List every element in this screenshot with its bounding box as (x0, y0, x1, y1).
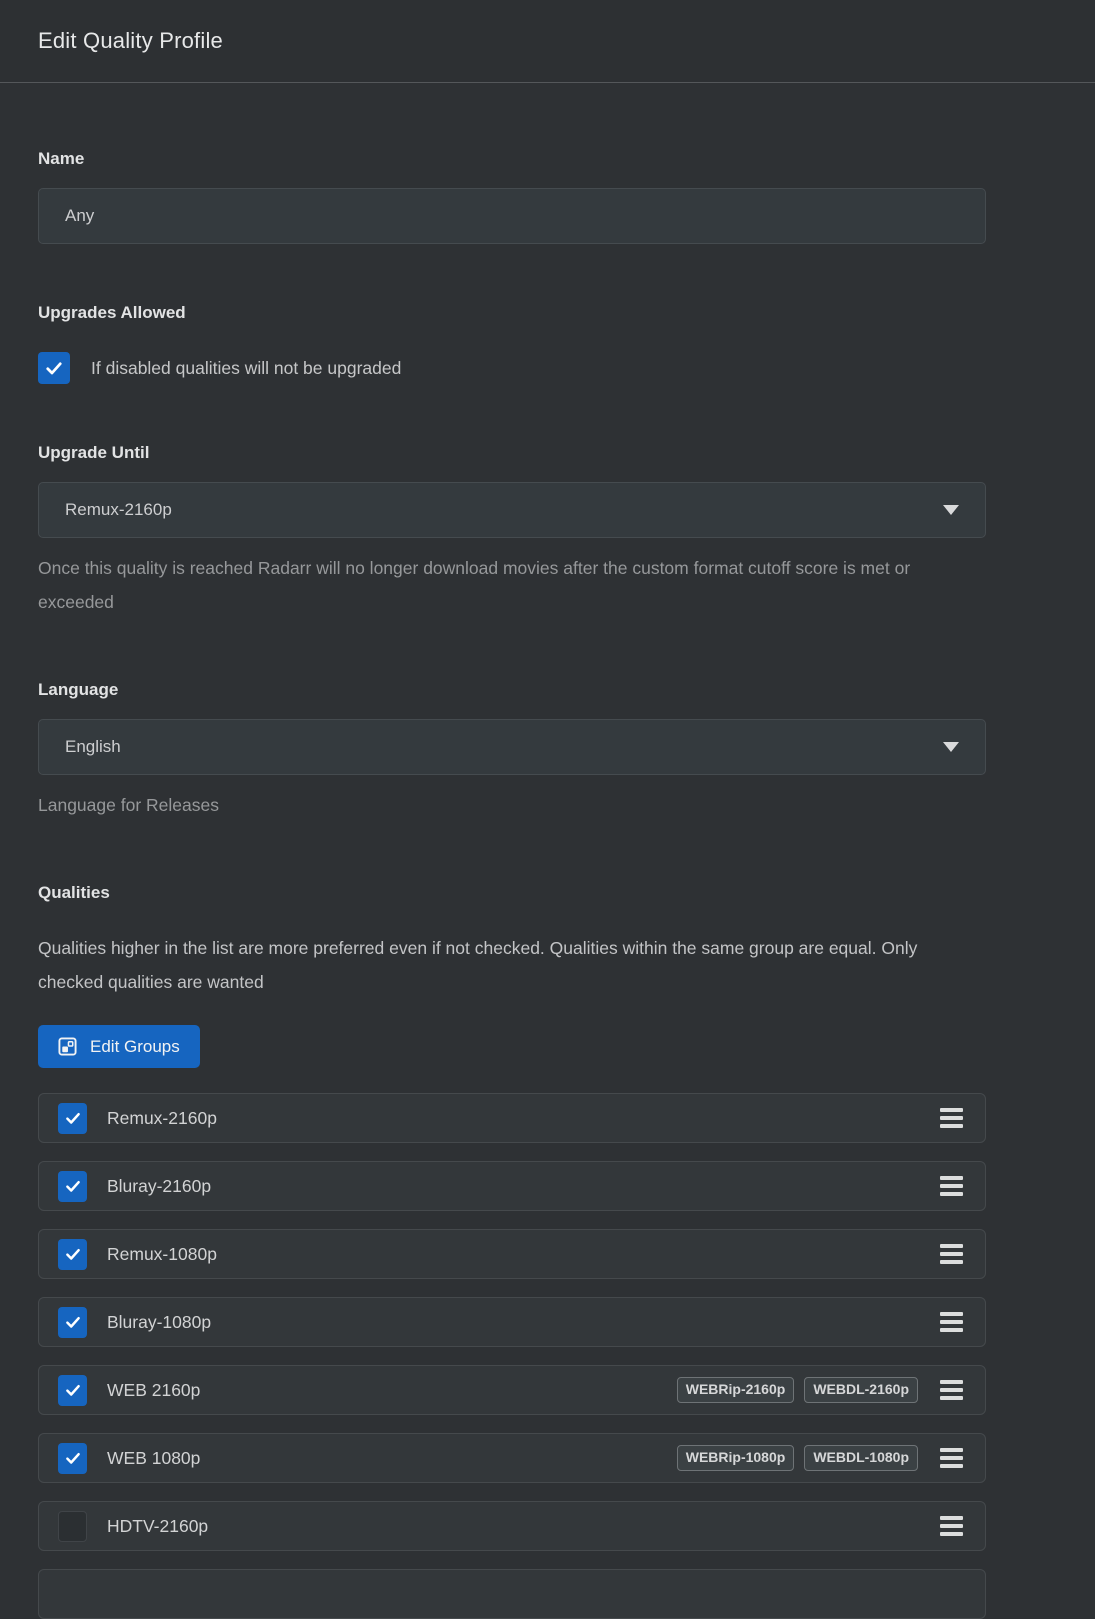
edit-groups-button[interactable] (38, 1025, 200, 1068)
language-help-text: Language for Releases (38, 795, 219, 815)
quality-checkbox[interactable] (58, 1375, 87, 1406)
quality-badges (677, 1377, 918, 1403)
quality-checkbox[interactable] (58, 1171, 87, 1202)
upgrade-until-label: Upgrade Until (38, 443, 150, 462)
quality-checkbox[interactable] (58, 1443, 87, 1474)
quality-label: WEB 2160p (107, 1379, 201, 1400)
check-icon (64, 1177, 82, 1195)
edit-groups-button-label: Edit Groups (90, 1036, 180, 1056)
quality-row[interactable] (38, 1569, 986, 1619)
quality-group-badge: WEBDL-1080p (804, 1445, 918, 1471)
quality-label: HDTV-2160p (107, 1515, 209, 1536)
qualities-description: Qualities higher in the list are more preferred even if not checked. Qualities within the same group are equal. Only checked qualities are wanted (38, 938, 918, 992)
object-group-icon (58, 1037, 77, 1056)
quality-label: Remux-1080p (107, 1243, 217, 1264)
modal-body (0, 147, 1095, 1619)
drag-handle-icon[interactable] (940, 1312, 963, 1332)
upgrades-allowed-checkbox-label: If disabled qualities will not be upgraded (91, 357, 402, 378)
upgrades-allowed-checkbox[interactable] (38, 352, 70, 384)
drag-handle-icon[interactable] (940, 1108, 963, 1128)
modal-title: Edit Quality Profile (38, 28, 223, 53)
check-icon (64, 1381, 82, 1399)
check-icon (64, 1109, 82, 1127)
quality-row[interactable] (38, 1161, 986, 1211)
caret-down-icon (943, 505, 959, 515)
quality-label: WEB 1080p (107, 1447, 201, 1468)
check-icon (64, 1313, 82, 1331)
language-select[interactable] (38, 719, 986, 775)
caret-down-icon (943, 742, 959, 752)
quality-group-badge: WEBRip-2160p (677, 1377, 795, 1403)
quality-row[interactable] (38, 1365, 986, 1415)
quality-label: Bluray-1080p (107, 1311, 212, 1332)
language-label: Language (38, 680, 119, 699)
name-label: Name (38, 149, 85, 168)
modal-header (0, 0, 1095, 83)
drag-handle-icon[interactable] (940, 1448, 963, 1468)
upgrade-until-help-text: Once this quality is reached Radarr will no longer download movies after the custom format cutoff score is met or exceeded (38, 558, 911, 612)
drag-handle-icon[interactable] (940, 1244, 963, 1264)
check-icon (44, 358, 64, 378)
language-selected-value: English (65, 737, 121, 756)
quality-row[interactable] (38, 1229, 986, 1279)
name-input[interactable] (38, 188, 986, 244)
drag-handle-icon[interactable] (940, 1176, 963, 1196)
check-icon (64, 1449, 82, 1467)
quality-label: Bluray-2160p (107, 1175, 212, 1196)
quality-checkbox[interactable] (58, 1239, 87, 1270)
qualities-label: Qualities (38, 883, 110, 902)
quality-row[interactable] (38, 1093, 986, 1143)
quality-label: Remux-2160p (107, 1107, 217, 1128)
drag-handle-icon[interactable] (940, 1516, 963, 1536)
quality-row[interactable] (38, 1297, 986, 1347)
quality-list (38, 1093, 986, 1619)
quality-checkbox[interactable] (58, 1307, 87, 1338)
quality-row[interactable] (38, 1433, 986, 1483)
upgrade-until-select[interactable] (38, 482, 986, 538)
quality-checkbox[interactable] (58, 1511, 87, 1542)
quality-group-badge: WEBDL-2160p (804, 1377, 918, 1403)
drag-handle-icon[interactable] (940, 1380, 963, 1400)
quality-checkbox[interactable] (58, 1103, 87, 1134)
upgrade-until-selected-value: Remux-2160p (65, 500, 172, 519)
quality-badges (677, 1445, 918, 1471)
upgrades-allowed-label: Upgrades Allowed (38, 303, 186, 322)
quality-row[interactable] (38, 1501, 986, 1551)
quality-group-badge: WEBRip-1080p (677, 1445, 795, 1471)
check-icon (64, 1245, 82, 1263)
